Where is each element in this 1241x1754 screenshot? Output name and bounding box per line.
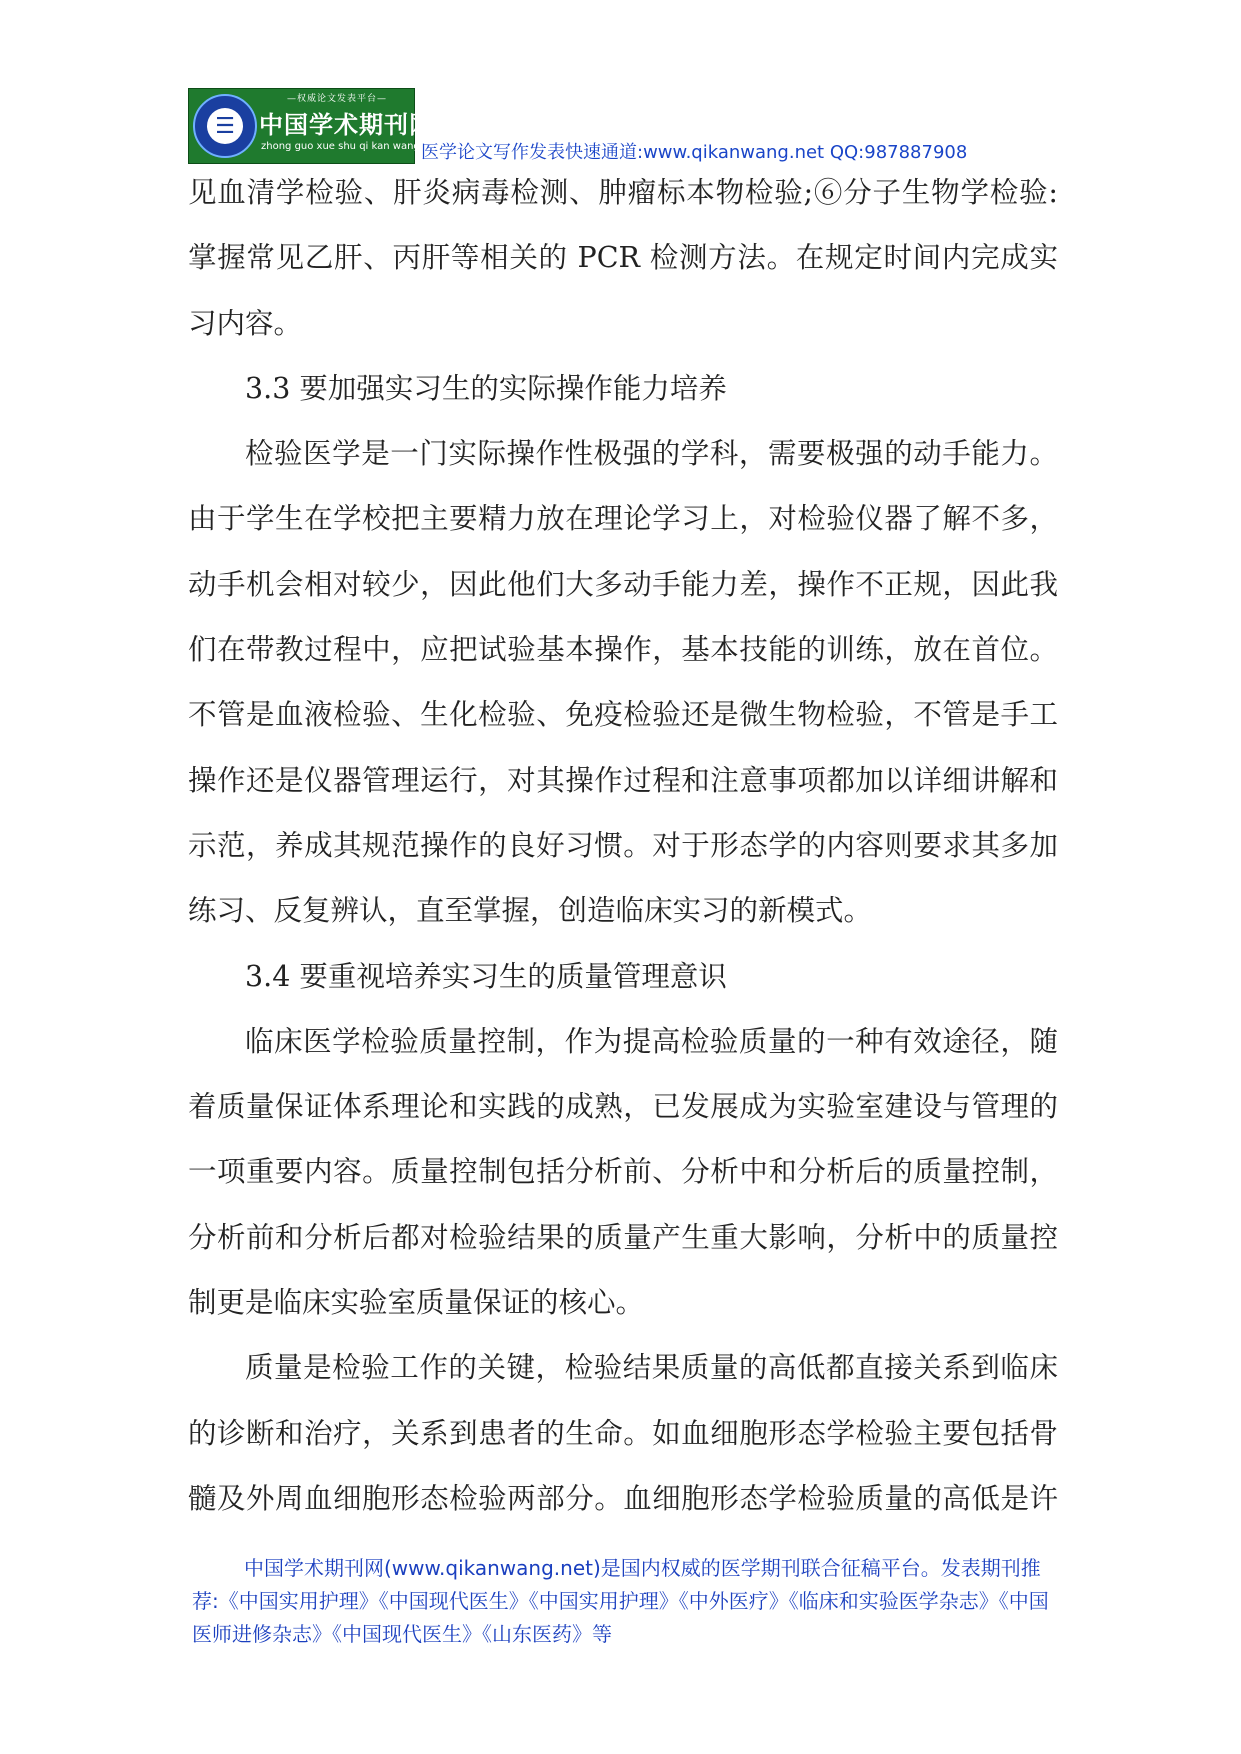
paragraph: 临床医学检验质量控制，作为提高检验质量的一种有效途径，随着质量保证体系理论和实践的成熟，已发展成为实验室建设与管理的一项重要内容。质量控制包括分析前、分析中和分析后的质量控制，分析前和分析后都对检验结果的质量产生重大影响，分析中的质量控制更是临床实验室质量保证的核心。: [188, 1024, 1058, 1320]
logo-slogan: —权威论文发表平台—: [286, 94, 387, 104]
section-heading: 3.4 要重视培养实习生的质量管理意识: [245, 959, 727, 993]
logo-name: 中国学术期刊网: [259, 111, 434, 139]
paragraph: 质量是检验工作的关键，检验结果质量的高低都直接关系到临床的诊断和治疗，关系到患者的生命。如血细胞形态学检验主要包括骨髓及外周血细胞形态检验两部分。血细胞形态学检验质量的高低是许: [188, 1351, 1058, 1515]
footer-text[interactable]: 中国学术期刊网(www.qikanwang.net)是国内权威的医学期刊联合征稿平台。发表期刊推荐:《中国实用护理》《中国现代医生》《中国实用护理》《中外医疗》《临床和实验医学杂志》《中国医师进修杂志》《中国现代医生》《山东医药》等: [192, 1556, 1049, 1646]
site-logo[interactable]: [188, 88, 434, 164]
header-contact-line[interactable]: 医学论文写作发表快速通道:www.qikanwang.net QQ:987887908: [421, 142, 968, 163]
book-icon: ☰: [207, 108, 243, 144]
paragraph: 检验医学是一门实际操作性极强的学科，需要极强的动手能力。由于学生在学校把主要精力放在理论学习上，对检验仪器了解不多，动手机会相对较少，因此他们大多动手能力差，操作不正规，因此我们在带教过程中，应把试验基本操作，基本技能的训练，放在首位。不管是血液检验、生化检验、免疫检验还是微生物检验，不管是手工操作还是仪器管理运行，对其操作过程和注意事项都加以详细讲解和示范，养成其规范操作的良好习惯。对于形态学的内容则要求其多加练习、反复辨认，直至掌握，创造临床实习的新模式。: [188, 437, 1058, 928]
paragraph: 见血清学检验、肝炎病毒检测、肿瘤标本物检验;⑥分子生物学检验:掌握常见乙肝、丙肝等相关的 PCR 检测方法。在规定时间内完成实习内容。: [188, 176, 1058, 340]
page-footer: [192, 1552, 1058, 1651]
section-heading: 3.3 要加强实习生的实际操作能力培养: [245, 371, 727, 405]
logo-seal-icon: [193, 94, 257, 158]
article-body: [188, 160, 1058, 1531]
logo-pinyin: zhong guo xue shu qi kan wang: [261, 141, 420, 152]
page-header: [188, 88, 1058, 164]
